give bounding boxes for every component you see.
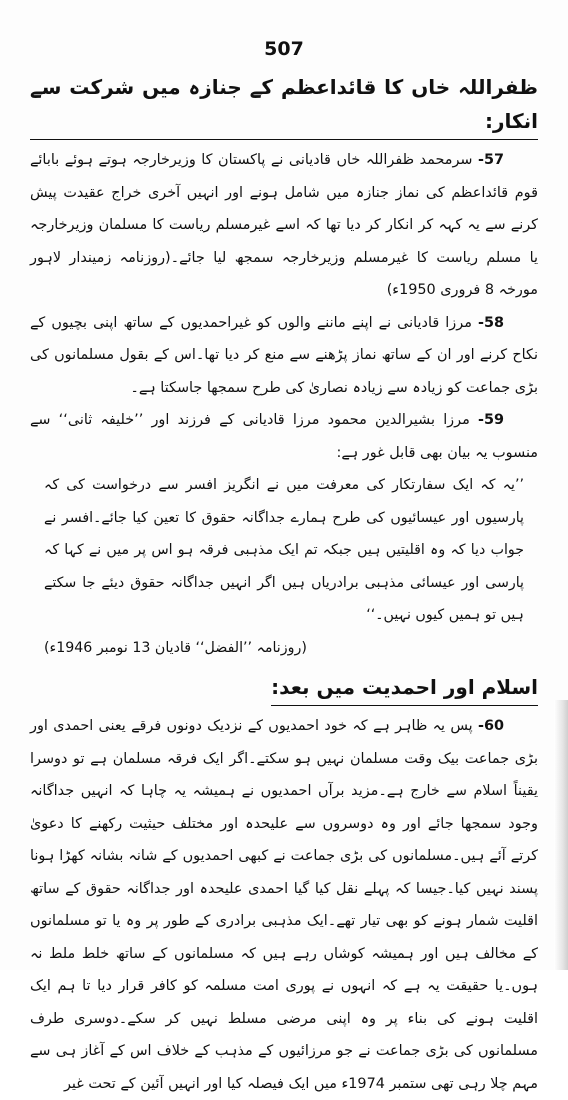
paragraph-number: 59-: [478, 412, 505, 428]
block-quote: [44, 469, 524, 664]
paragraph-58: [30, 307, 538, 405]
quote-citation: (روزنامہ ’’الفضل‘‘ قادیان 13 نومبر 1946ء): [44, 639, 307, 656]
paragraph-59: [30, 404, 538, 469]
paragraph-number: 60-: [477, 718, 504, 734]
section-heading-islam-ahmadiyya: [30, 670, 538, 710]
page-edge-shadow: [554, 700, 568, 970]
section-heading: ظفراللہ خاں کا قائداعظم کے جنازہ میں شرکت سے انکار:: [30, 70, 538, 140]
paragraph-number: 57-: [477, 152, 504, 168]
paragraph-text: مرزا قادیانی نے اپنے ماننے والوں کو غیراحمدیوں کے ساتھ اپنی بچیوں کے نکاح کرنے اور ان کے ساتھ نماز پڑھنے سے منع کر دیا تھا۔اس کے بقول مسلمانوں کی بڑی جماعت کو زیادہ سے زیادہ نصاریٰ کی طرح سمجھا جاسکتا ہے۔: [30, 314, 538, 396]
paragraph-number: 58-: [477, 314, 504, 331]
page-content: [30, 70, 538, 1100]
page-number: 507: [264, 38, 304, 60]
paragraph-text: سرمحمد ظفراللہ خاں قادیانی نے پاکستان کا وزیرخارجہ ہوتے ہوئے بابائے قوم قائداعظم کی نماز جنازہ میں شامل ہونے اور انہیں آخری خراج عقیدت پیش کرنے سے یہ کہہ کر انکار کر دیا تھا کہ اسے غیرمسلم ریاست کا مسلمان وزیرخارجہ یا مسلم ریاست کا غیرمسلم وزیرخارجہ سمجھ لیا جائے۔(روزنامہ زمیندار لاہور مورخہ 8 فروری 1950ء): [30, 152, 538, 298]
paragraph-57: [30, 144, 538, 307]
section-heading: اسلام اور احمدیت میں بعد:: [271, 670, 538, 706]
quote-text: ’’یہ کہ ایک سفارتکار کی معرفت میں نے انگریز افسر سے درخواست کی کہ پارسیوں اور عیسائیوں کی طرح ہمارے جداگانہ حقوق کا تعین کیا جائے۔افسر نے جواب دیا کہ وہ اقلیتیں ہیں جبکہ تم ایک مذہبی فرقہ ہو اس پر میں نے کہا کہ پارسی اور عیسائی مذہبی برادریاں ہیں اگر انہیں جداگانہ حقوق دیئے جا سکتے ہیں تو ہمیں کیوں نہیں۔‘‘: [44, 477, 524, 623]
paragraph-text: مرزا بشیرالدین محمود مرزا قادیانی کے فرزند اور ’’خلیفہ ثانی‘‘ سے منسوب یہ بیان بھی قابل غور ہے:: [30, 412, 538, 461]
paragraph-60: [30, 710, 538, 1100]
paragraph-text: پس یہ ظاہر ہے کہ خود احمدیوں کے نزدیک دونوں فرقے یعنی احمدی اور بڑی جماعت بیک وقت مسلمان نہیں ہو سکتے۔اگر ایک فرقہ مسلمان ہے تو دوسرا یقیناً اسلام سے خارج ہے۔مزید برآں احمدیوں نے ہمیشہ یہ چاہا کہ انہیں جداگانہ وجود سمجھا جائے اور وہ دوسروں سے علیحدہ اور مختلف حیثیت رکھنے کا دعویٰ کرتے آئے ہیں۔مسلمانوں کی بڑی جماعت نے کبھی احمدیوں کے شانہ بشانہ کھڑا ہونا پسند نہیں کیا۔جیسا کہ پہلے نقل کیا گیا احمدی علیحدہ اور جداگانہ حقوق کے ساتھ اقلیت شمار ہونے کو بھی تیار تھے۔ایک مذہبی برادری کے طور پر وہ یا تو مسلمانوں کے مخالف ہیں اور ہمیشہ کوشاں رہے ہیں کہ مسلمانوں کے ساتھ خلط ملط نہ ہوں۔یا حقیقت یہ ہے کہ انہوں نے پوری امت مسلمہ کو کافر قرار دیا تا ہم ایک اقلیت ہونے کی بناء پر وہ اپنی مرضی مسلط نہیں کر سکے۔دوسری طرف مسلمانوں کی بڑی جماعت نے جو مرزائیوں کے مذہب کے خلاف اس کے آغاز ہی سے مہم چلا رہی تھی ستمبر 1974ء میں ایک فیصلہ کیا اور انہیں آئین کے تحت غیر: [30, 718, 538, 1092]
section-heading-zafarullah: [30, 70, 538, 144]
